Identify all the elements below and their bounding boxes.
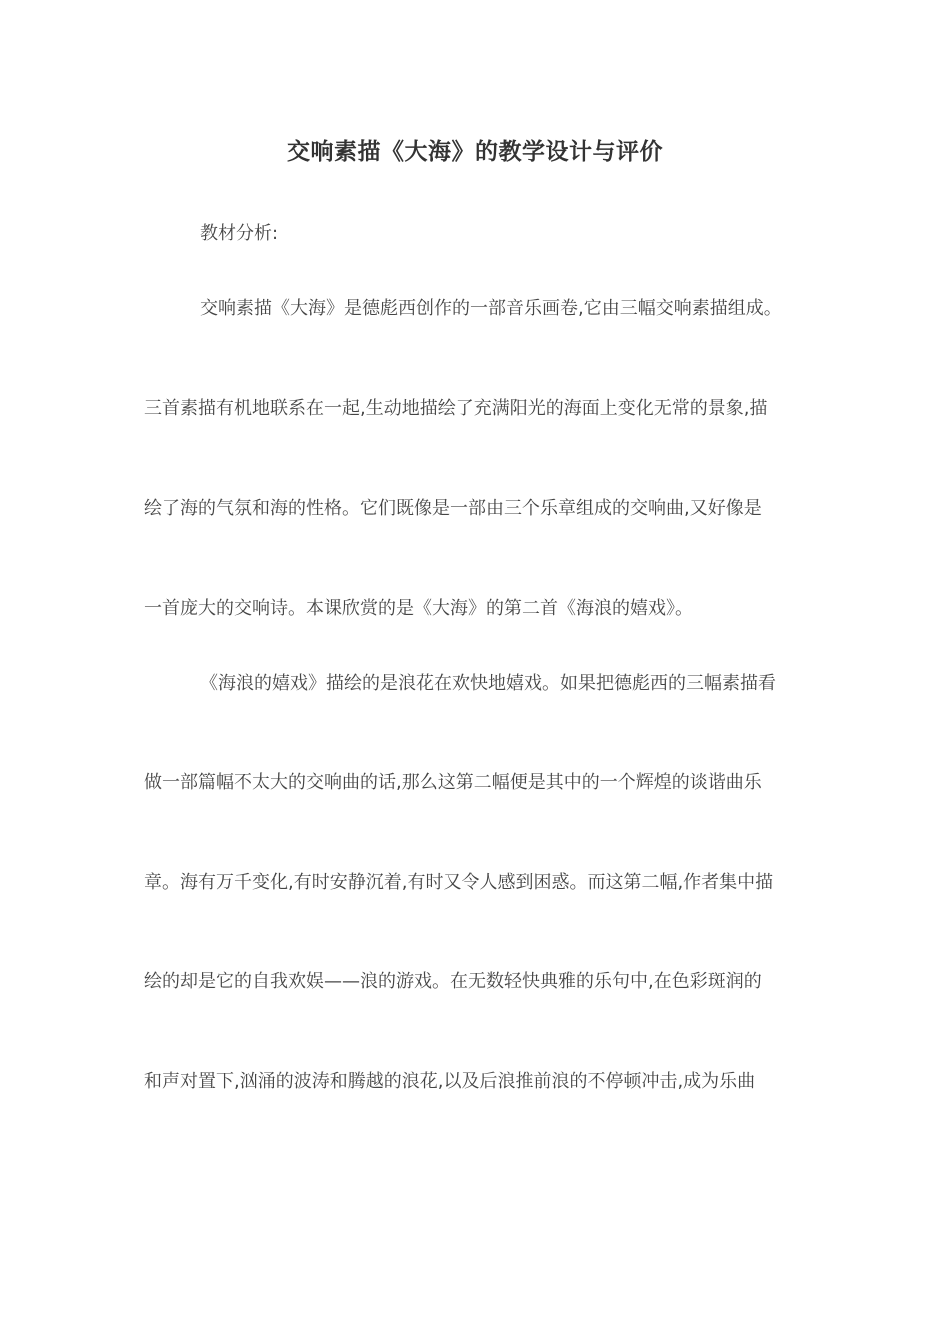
paragraph-line: 章。海有万千变化,有时安静沉着,有时又令人感到困惑。而这第二幅,作者集中描 bbox=[144, 872, 774, 893]
paragraph-line: 绘的却是它的自我欢娱——浪的游戏。在无数轻快典雅的乐句中,在色彩斑润的 bbox=[144, 971, 762, 992]
paragraph-line: 交响素描《大海》是德彪西创作的一部音乐画卷,它由三幅交响素描组成。 bbox=[200, 298, 782, 319]
section-heading: 教材分析: bbox=[200, 223, 279, 244]
paragraph-line: 三首素描有机地联系在一起,生动地描绘了充满阳光的海面上变化无常的景象,描 bbox=[144, 398, 768, 419]
paragraph-line: 绘了海的气氛和海的性格。它们既像是一部由三个乐章组成的交响曲,又好像是 bbox=[144, 498, 762, 519]
paragraph-line: 做一部篇幅不太大的交响曲的话,那么这第二幅便是其中的一个辉煌的谈谐曲乐 bbox=[144, 772, 762, 793]
paragraph-line: 《海浪的嬉戏》描绘的是浪花在欢快地嬉戏。如果把德彪西的三幅素描看 bbox=[200, 673, 776, 694]
paragraph-line: 一首庞大的交响诗。本课欣赏的是《大海》的第二首《海浪的嬉戏》。 bbox=[144, 598, 693, 619]
paragraph-line: 和声对置下,汹涌的波涛和腾越的浪花,以及后浪推前浪的不停顿冲击,成为乐曲 bbox=[144, 1071, 756, 1092]
document-title: 交响素描《大海》的教学设计与评价 bbox=[287, 139, 663, 165]
